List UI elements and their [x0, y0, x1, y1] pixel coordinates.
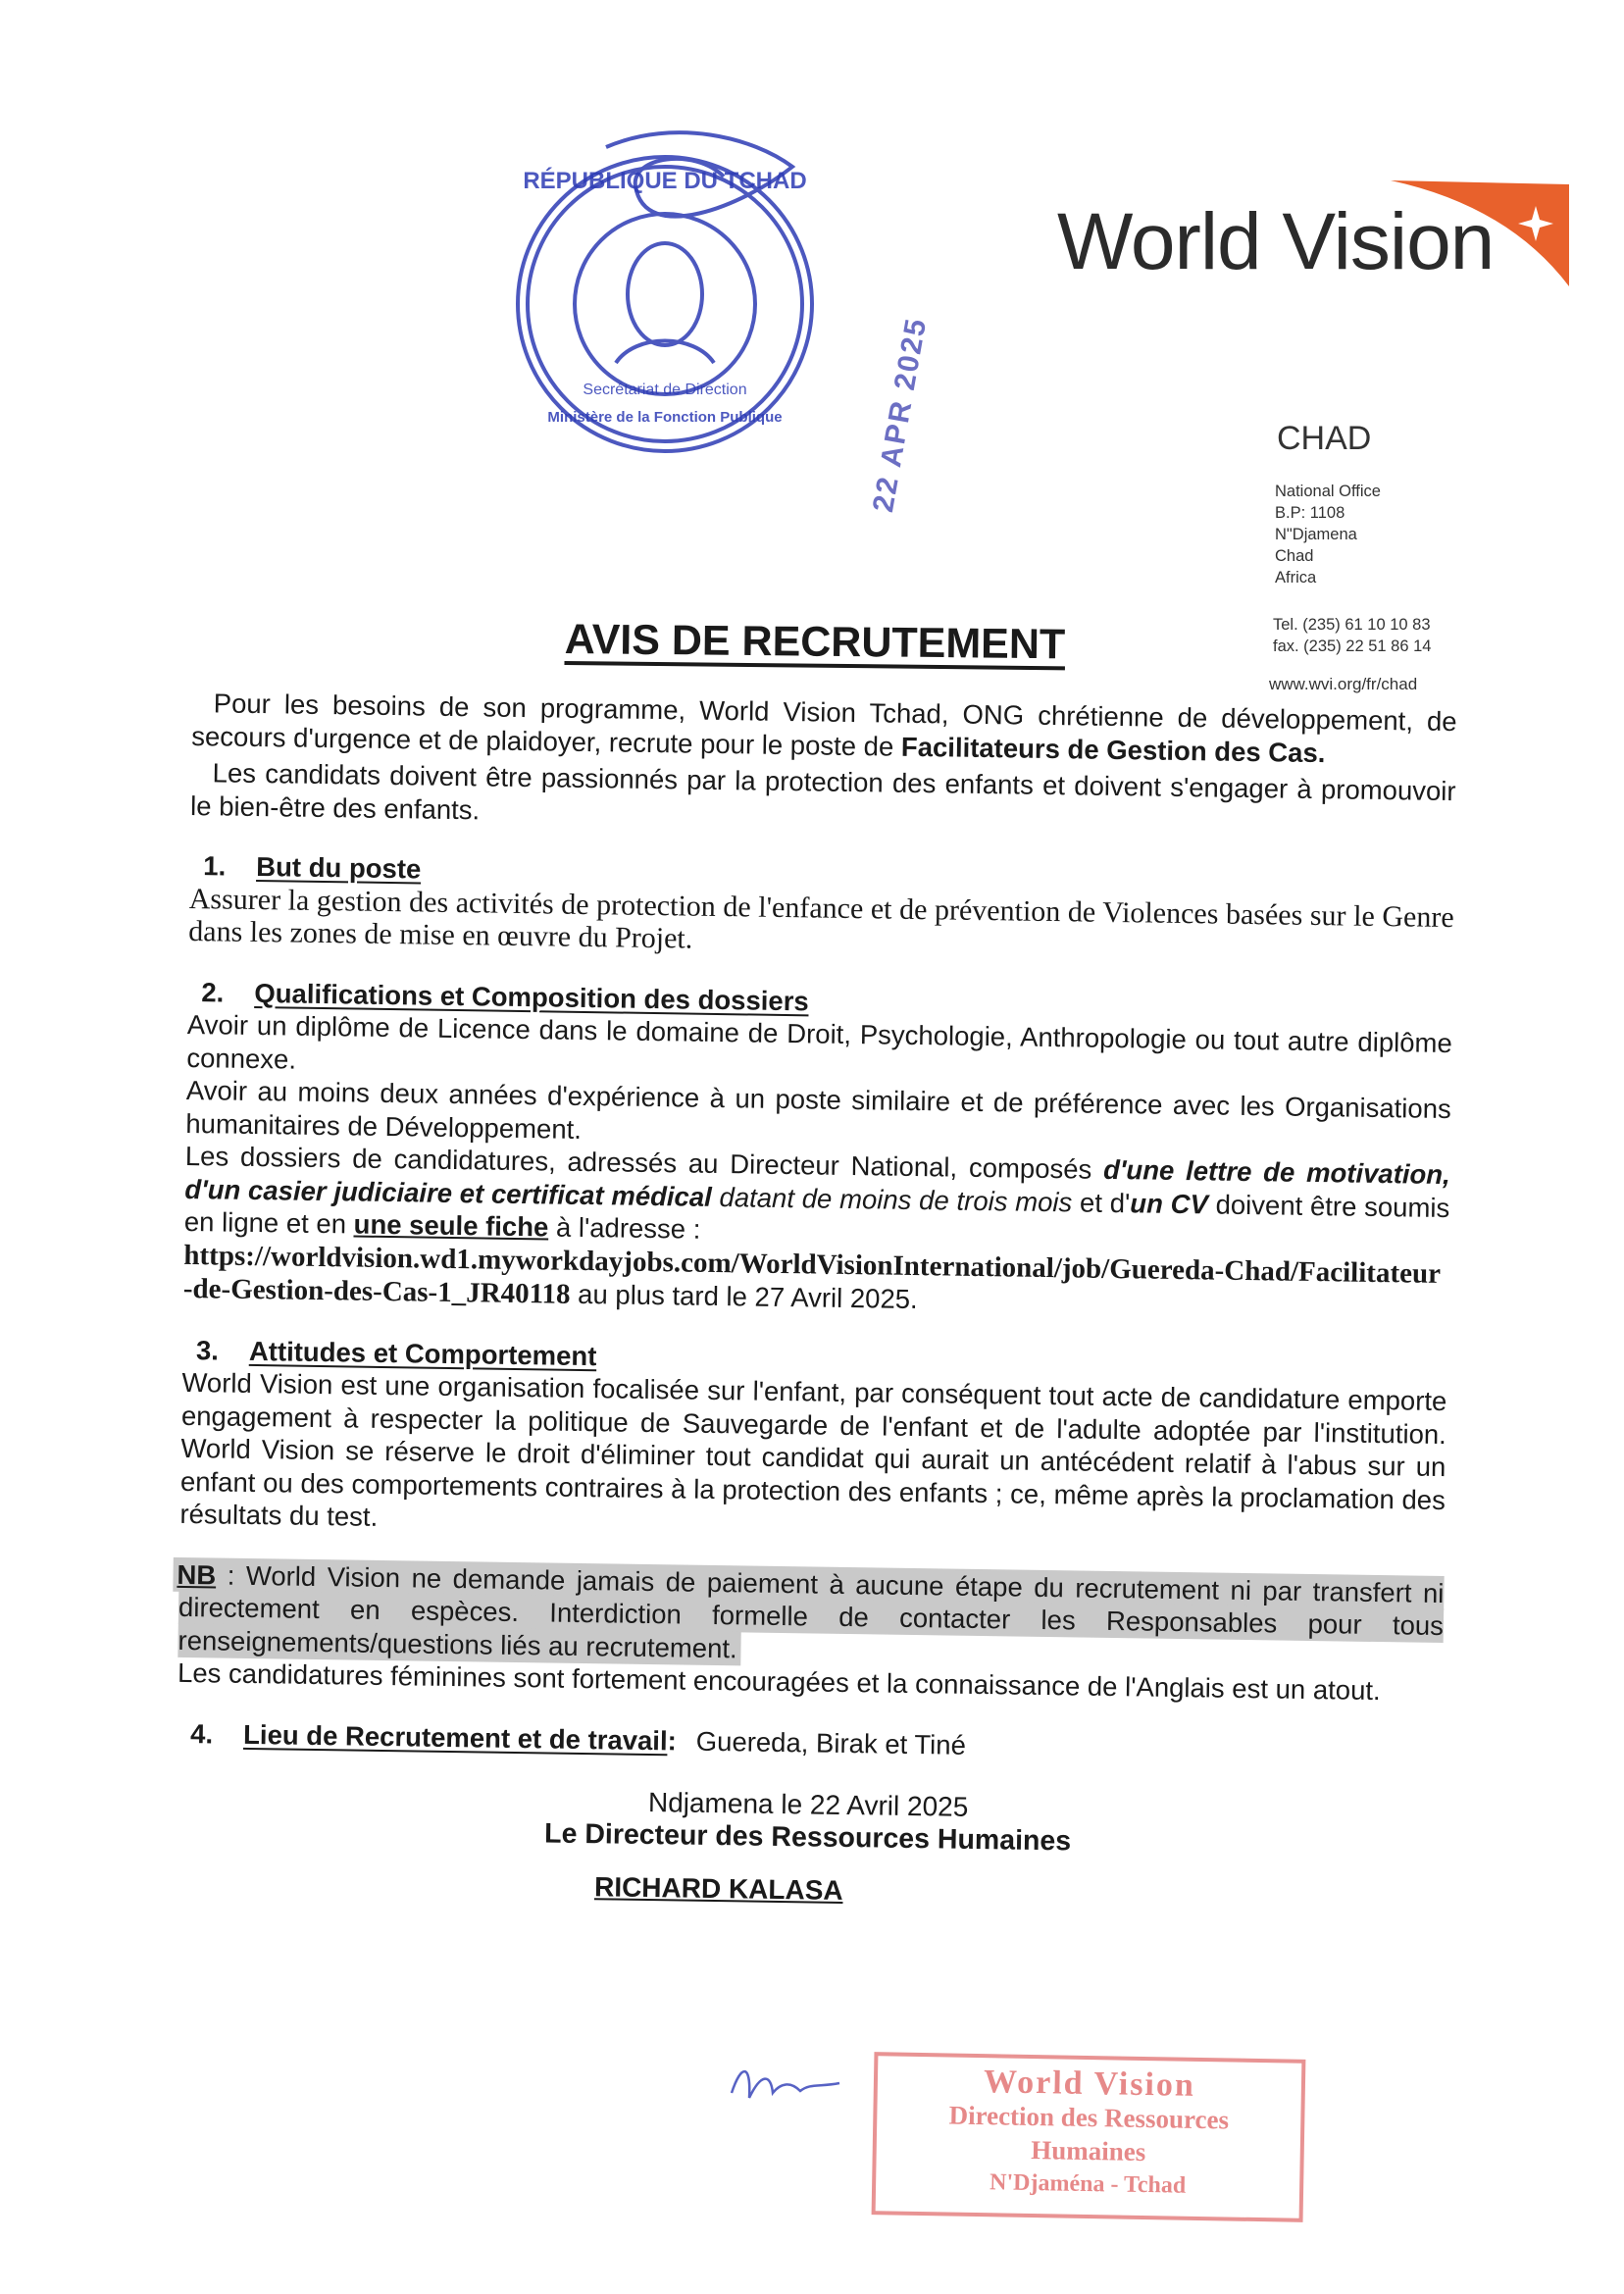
section-title: Attitudes et Comportement [248, 1335, 597, 1371]
signature-icon [722, 2054, 859, 2122]
section-text: World Vision est une organisation focalisée sur l'enfant, par conséquent tout acte de candidature emporte engagement à respecter la politique de Sauvegarde de l'enfant et de l'adulte adoptée par l'institution. World Vision se réserve le droit d'éliminer tout candidat qui aurait un antécédent relatif à l'abus sur un enfant ou des comportements contraires à la protection des enfants ; ce, même après la proclamation des résultats du test. [179, 1366, 1447, 1532]
hr-department-stamp [872, 2052, 1306, 2222]
required-documents: d'une lettre de motivation, d'un casier judiciaire et certificat médical [184, 1153, 1450, 1212]
nb-label: NB [177, 1558, 217, 1590]
position-title: Facilitateurs de Gestion des Cas. [900, 731, 1326, 768]
section-4 [177, 1716, 1442, 1768]
office-line: N"Djamena [1275, 526, 1357, 543]
work-locations: Guereda, Birak et Tiné [695, 1725, 967, 1760]
single-file-requirement: une seule fiche [353, 1208, 549, 1243]
section-colon: : [667, 1724, 678, 1756]
place-date: Ndjamena le 22 Avril 2025 [647, 1787, 969, 1822]
page-title: AVIS DE RECRUTEMENT [564, 616, 1066, 669]
section-title: But du poste [256, 850, 422, 885]
office-fax: fax. (235) 22 51 86 14 [1273, 637, 1432, 655]
section-number: 2. [201, 976, 225, 1008]
office-line: Africa [1275, 569, 1317, 586]
women-encouraged-note: Les candidatures féminines sont fortement encouragées et la connaissance de l'Anglais est un atout. [177, 1657, 1381, 1707]
received-date-stamp: 22 APR 2025 [866, 315, 934, 515]
svg-text:Secrétariat de Direction: Secrétariat de Direction [583, 382, 747, 398]
signatory-name: RICHARD KALASA [593, 1871, 843, 1906]
text-run: doivent être soumis en ligne et en [183, 1188, 1450, 1240]
section-number: 1. [203, 850, 227, 882]
section-title: Lieu de Recrutement et de travail [242, 1718, 668, 1756]
nb-text: : World Vision ne demande jamais de paiement à aucune étape du recrutement ni par transfert ni directement en espèces. Interdiction formelle de contacter les Responsables pour tous renseignements/questions liés au recrutement. [178, 1558, 1445, 1663]
office-country: CHAD [1277, 420, 1372, 457]
nb-highlight [173, 1556, 1444, 1665]
section-heading [190, 1717, 1442, 1768]
svg-text:Ministère de la Fonction Publi: Ministère de la Fonction Publique [547, 409, 783, 426]
republic-of-chad-seal-icon [498, 127, 832, 461]
section-text: Assurer la gestion des activités de protection de l'enfance et de prévention de Violences basées sur le Genre dans les zones de mise en œuvre du Projet. [188, 882, 1454, 955]
application-url-link[interactable]: https://worldvision.wd1.myworkdayjobs.com/WorldVisionInternational/job/Guereda-Chad/Facilitateur-de-Gestion-des-Cas-1_JR40118 [182, 1239, 1442, 1310]
qualification-experience: Avoir au moins deux années d'expérience à un poste similaire et de préférence avec les Organisations humanitaires de Développement. [185, 1074, 1451, 1145]
svg-text:RÉPUBLIQUE DU TCHAD: RÉPUBLIQUE DU TCHAD [523, 168, 807, 194]
stamp-org: World Vision [983, 2064, 1196, 2104]
qualification-degree: Avoir un diplôme de Licence dans le domaine de Droit, Psychologie, Anthropologie ou tout autre diplôme connexe. [186, 1008, 1452, 1075]
office-line: Chad [1275, 547, 1314, 565]
closing-block [175, 1779, 1442, 1916]
section-1 [188, 849, 1454, 967]
office-contact [1273, 614, 1431, 657]
text-run: à l'adresse : [548, 1211, 701, 1245]
deadline-text: au plus tard le 27 Avril 2025. [570, 1278, 918, 1315]
stamp-department: Direction des Ressources [948, 2100, 1230, 2135]
stamp-location: N'Djaména - Tchad [989, 2169, 1187, 2199]
world-vision-swoosh-icon [1391, 177, 1577, 294]
text-run: datant de moins de trois mois [711, 1181, 1073, 1217]
signatory-role: Le Directeur des Ressources Humaines [543, 1816, 1072, 1857]
nb-notice [178, 1557, 1445, 1708]
intro-paragraph-2: Les candidats doivent être passionnés par la protection des enfants et doivent s'engager à promouvoir le bien-être des enfants. [189, 757, 1456, 825]
application-instructions [183, 1140, 1450, 1325]
section-number: 4. [189, 1717, 214, 1749]
cv-requirement: un CV [1130, 1187, 1209, 1219]
text-run: et d' [1072, 1186, 1131, 1218]
office-line: B.P: 1108 [1275, 504, 1345, 522]
stamp-department-2: Humaines [1030, 2134, 1146, 2167]
office-tel: Tel. (235) 61 10 10 83 [1273, 616, 1431, 634]
document-body [175, 687, 1457, 1916]
section-2 [183, 975, 1453, 1324]
text-run: Les dossiers de candidatures, adressés au Directeur National, composés [184, 1140, 1104, 1185]
world-vision-logo: World Vision [1057, 197, 1495, 286]
section-3 [179, 1333, 1447, 1549]
office-website: www.wvi.org/fr/chad [1269, 675, 1418, 693]
section-title: Qualifications et Composition des dossiers [254, 977, 809, 1016]
office-line: National Office [1275, 483, 1381, 500]
section-number: 3. [195, 1334, 220, 1365]
office-address [1275, 481, 1381, 588]
intro [190, 687, 1457, 841]
intro-text: Pour les besoins de son programme, World Vision Tchad, ONG chrétienne de développement, de secours d'urgence et de plaidoyer, recrute pour le poste de [191, 688, 1457, 762]
